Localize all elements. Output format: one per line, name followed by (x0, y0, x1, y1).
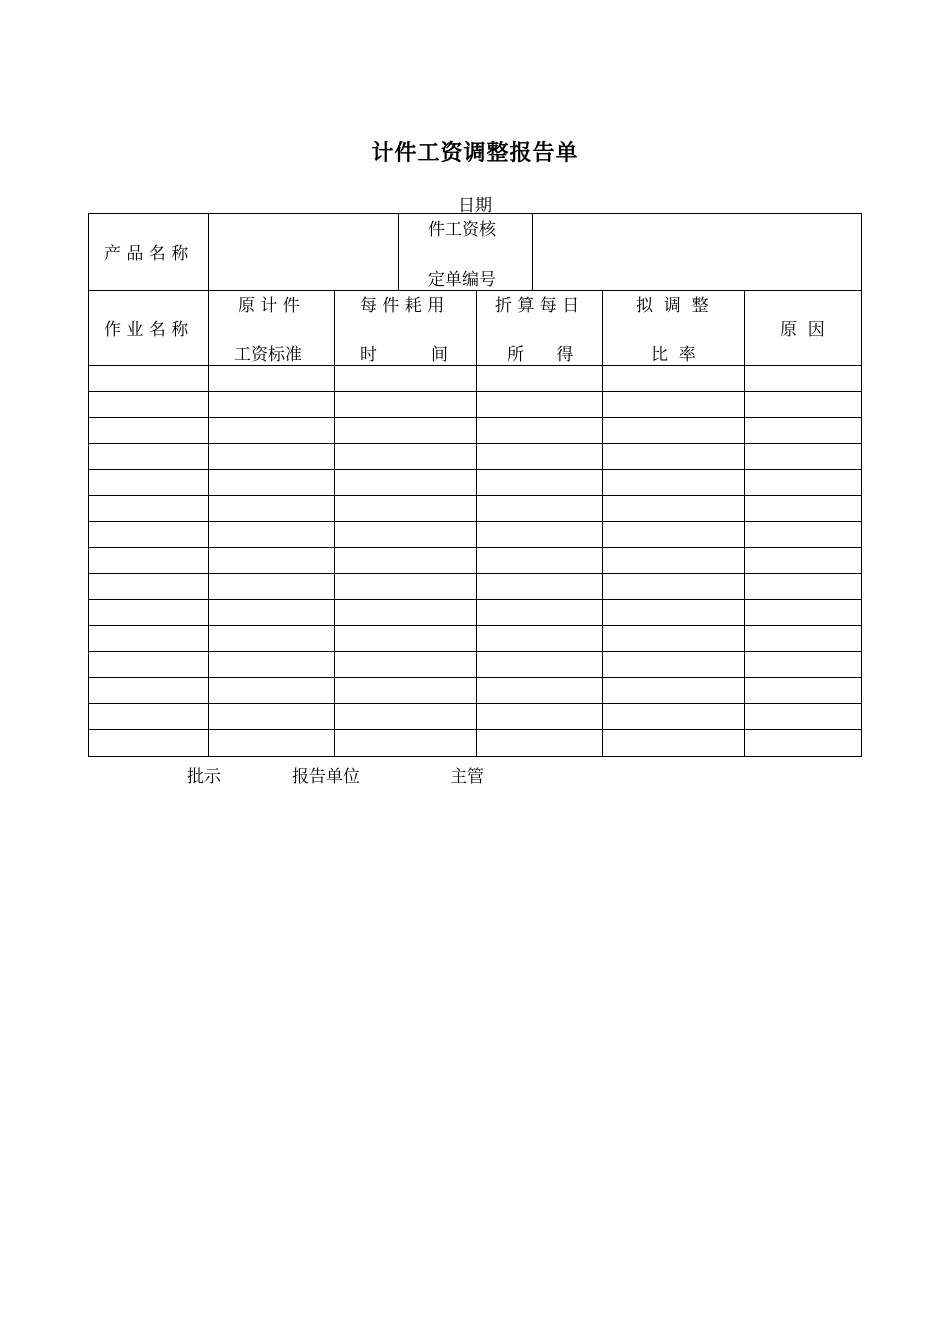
table-cell[interactable] (335, 600, 477, 626)
table-cell[interactable] (477, 730, 603, 756)
table-cell[interactable] (603, 574, 745, 600)
table-cell[interactable] (335, 522, 477, 548)
table-cell[interactable] (335, 626, 477, 652)
column-header-adjust-ratio (603, 291, 745, 366)
table-cell[interactable] (209, 574, 335, 600)
table-cell[interactable] (89, 496, 209, 522)
table-cell[interactable] (209, 444, 335, 470)
column-header-original-rate-line2: 工资标准 (234, 345, 302, 365)
column-header-operation-text: 作 业 名 称 (104, 320, 189, 340)
table-cell[interactable] (477, 366, 603, 392)
table-cell[interactable] (89, 548, 209, 574)
table-cell[interactable] (335, 548, 477, 574)
column-header-adjust-ratio-line2: 比 率 (651, 345, 696, 365)
table-cell[interactable] (603, 678, 745, 704)
footer-reporting-unit: 报告单位 (292, 767, 360, 787)
table-cell[interactable] (335, 470, 477, 496)
table-cell[interactable] (335, 444, 477, 470)
table-cell[interactable] (745, 418, 862, 444)
approval-number-label-line2: 定单编号 (428, 270, 496, 290)
table-cell[interactable] (477, 600, 603, 626)
table-cell[interactable] (89, 444, 209, 470)
column-header-original-rate-line1: 原 计 件 (238, 296, 300, 316)
table-cell[interactable] (89, 626, 209, 652)
table-cell[interactable] (745, 574, 862, 600)
table-cell[interactable] (335, 574, 477, 600)
column-header-daily-earnings (477, 291, 603, 366)
table-cell[interactable] (603, 366, 745, 392)
table-cell[interactable] (477, 392, 603, 418)
table-cell[interactable] (209, 704, 335, 730)
column-header-daily-earnings-line2: 所 得 (507, 345, 574, 365)
table-cell[interactable] (745, 652, 862, 678)
table-cell[interactable] (477, 574, 603, 600)
table-cell[interactable] (89, 366, 209, 392)
column-header-time-per-piece-line2: 时 间 (360, 345, 449, 365)
table-cell[interactable] (209, 392, 335, 418)
table-cell[interactable] (335, 704, 477, 730)
report-table (88, 213, 862, 757)
column-header-adjust-ratio-line1: 拟 调 整 (636, 296, 709, 316)
table-cell[interactable] (209, 626, 335, 652)
table-cell[interactable] (335, 730, 477, 756)
table-cell[interactable] (477, 626, 603, 652)
footer-supervisor: 主管 (450, 767, 484, 787)
table-cell[interactable] (89, 418, 209, 444)
column-header-time-per-piece (335, 291, 477, 366)
table-cell[interactable] (89, 522, 209, 548)
table-cell[interactable] (745, 548, 862, 574)
column-header-reason (745, 291, 862, 366)
column-header-reason-text: 原 因 (780, 320, 825, 340)
table-cell[interactable] (89, 704, 209, 730)
table-cell[interactable] (745, 366, 862, 392)
column-header-original-rate (209, 291, 335, 366)
table-cell[interactable] (603, 704, 745, 730)
date-label: 日期 (458, 196, 492, 216)
table-cell[interactable] (89, 574, 209, 600)
table-cell[interactable] (745, 626, 862, 652)
table-cell[interactable] (209, 600, 335, 626)
approval-number-label-line1: 件工资核 (428, 220, 496, 240)
table-cell[interactable] (89, 600, 209, 626)
table-cell[interactable] (745, 600, 862, 626)
table-cell[interactable] (89, 470, 209, 496)
table-cell[interactable] (89, 392, 209, 418)
table-cell[interactable] (335, 652, 477, 678)
form-title: 计件工资调整报告单 (371, 140, 579, 166)
table-cell[interactable] (603, 626, 745, 652)
table-cell[interactable] (477, 678, 603, 704)
approval-number-label-cell (399, 214, 533, 291)
table-cell[interactable] (209, 652, 335, 678)
product-name-label-cell (89, 214, 209, 291)
table-cell[interactable] (603, 522, 745, 548)
table-cell[interactable] (209, 418, 335, 444)
table-cell[interactable] (335, 392, 477, 418)
approval-number-value-cell[interactable] (533, 214, 862, 291)
table-cell[interactable] (603, 496, 745, 522)
table-cell[interactable] (209, 678, 335, 704)
table-cell[interactable] (477, 444, 603, 470)
column-header-time-per-piece-line1: 每 件 耗 用 (360, 296, 445, 316)
table-cell[interactable] (745, 496, 862, 522)
table-cell[interactable] (603, 470, 745, 496)
table-cell[interactable] (335, 418, 477, 444)
table-cell[interactable] (477, 496, 603, 522)
table-cell[interactable] (209, 470, 335, 496)
table-cell[interactable] (89, 678, 209, 704)
product-name-value-cell[interactable] (209, 214, 399, 291)
table-cell[interactable] (745, 470, 862, 496)
table-cell[interactable] (603, 730, 745, 756)
table-cell[interactable] (603, 548, 745, 574)
column-header-daily-earnings-line1: 折 算 每 日 (495, 296, 580, 316)
column-header-operation (89, 291, 209, 366)
table-cell[interactable] (89, 652, 209, 678)
table-cell[interactable] (603, 652, 745, 678)
table-cell[interactable] (335, 678, 477, 704)
table-cell[interactable] (209, 730, 335, 756)
table-cell[interactable] (477, 548, 603, 574)
table-cell[interactable] (603, 392, 745, 418)
table-cell[interactable] (745, 522, 862, 548)
table-cell[interactable] (209, 496, 335, 522)
table-cell[interactable] (745, 678, 862, 704)
footer-approve: 批示 (187, 767, 221, 787)
table-cell[interactable] (745, 730, 862, 756)
table-cell[interactable] (477, 470, 603, 496)
table-cell[interactable] (209, 366, 335, 392)
table-cell[interactable] (209, 548, 335, 574)
table-cell[interactable] (745, 444, 862, 470)
table-cell[interactable] (477, 522, 603, 548)
table-cell[interactable] (477, 704, 603, 730)
table-cell[interactable] (745, 704, 862, 730)
table-cell[interactable] (477, 652, 603, 678)
table-cell[interactable] (89, 730, 209, 756)
table-cell[interactable] (603, 600, 745, 626)
table-cell[interactable] (603, 444, 745, 470)
product-name-label: 产 品 名 称 (104, 244, 189, 264)
table-cell[interactable] (477, 418, 603, 444)
table-cell[interactable] (603, 418, 745, 444)
table-cell[interactable] (335, 366, 477, 392)
table-cell[interactable] (335, 496, 477, 522)
table-cell[interactable] (209, 522, 335, 548)
table-cell[interactable] (745, 392, 862, 418)
